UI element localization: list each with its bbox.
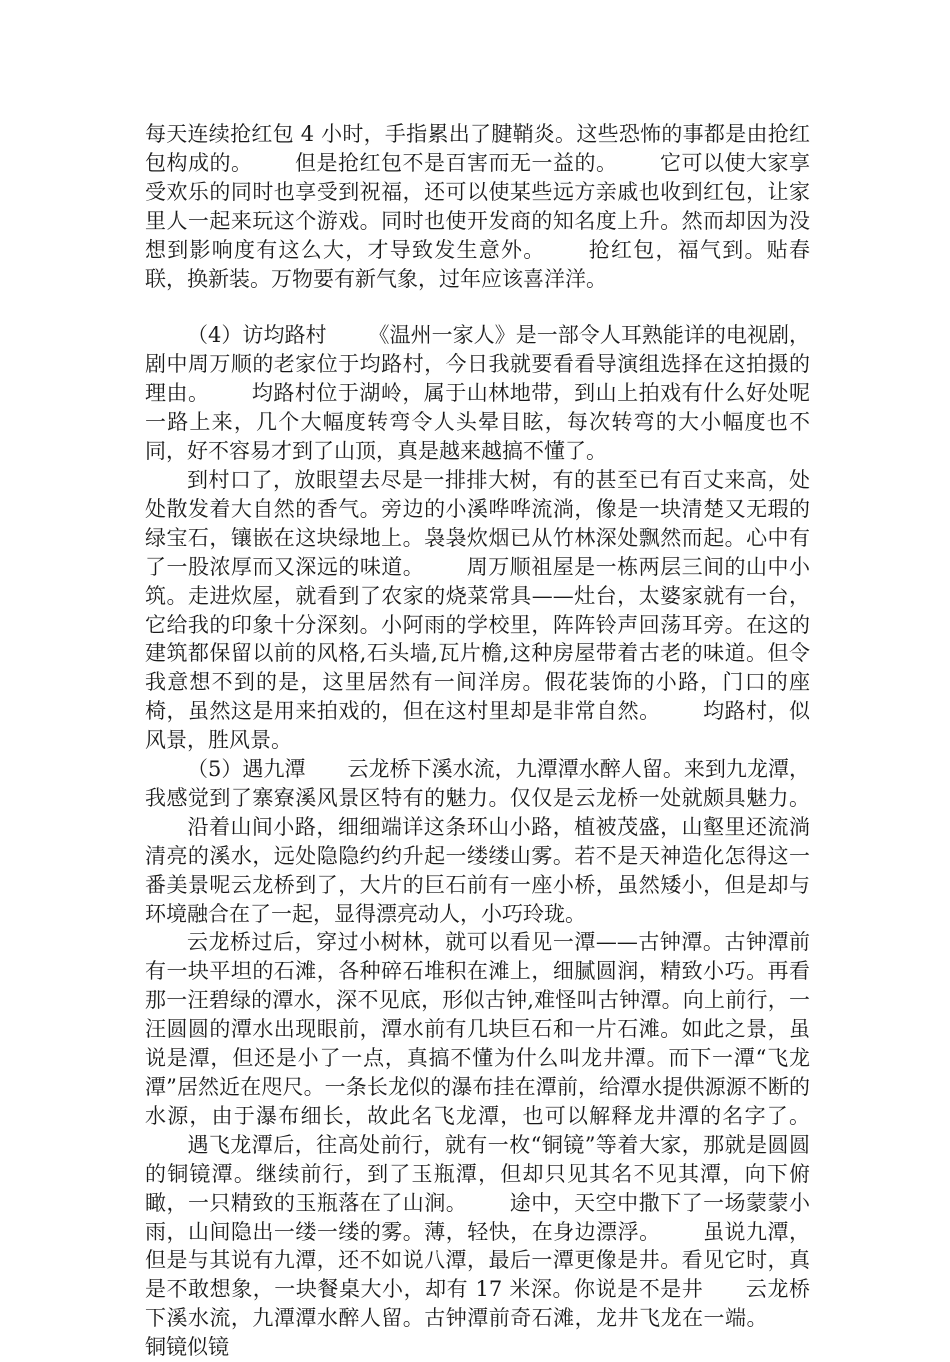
text-segment: 《温州一家人》是一部令人耳熟能详的电视剧，剧中周万顺的老家位于均路村，今日我就要看看导演组选择在这拍摄的理由。 (145, 323, 810, 406)
paragraph-village-entrance (145, 466, 810, 755)
text-segment: 均路村，似风景，胜风景。 (145, 699, 811, 753)
text-segment: 遇飞龙潭后，往高处前行，就有一枚“铜镜”等着大家，那就是圆圆的铜镜潭。继续前行，到了玉瓶潭，但却只见其名不见其潭，向下俯瞰，一只精致的玉瓶落在了山涧。 (145, 1132, 810, 1215)
paragraph-nine-pools (145, 755, 810, 928)
document-body (145, 120, 810, 1362)
paragraph-gap (145, 293, 810, 321)
text-segment: 抢红包，福气到。贴春联，换新装。万物要有新气象，过年应该喜洋洋。 (145, 237, 810, 291)
text-segment: 云龙桥下溪水流，九潭潭水醉人留。来到九龙潭，我感觉到了寨寮溪风景区特有的魅力。仅仅是云龙桥一处就颇具魅力。 (145, 757, 810, 810)
text-segment: 均路村位于湖岭，属于山林地带，到山上拍戏有什么好处呢一路上来，几个大幅度转弯令人头晕目眩，每次转弯的大小幅度也不同，好不容易才到了山顶，真是越来越搞不懂了。 (145, 381, 811, 464)
text-segment: 到村口了，放眼望去尽是一排排大树，有的甚至已有百丈来高，处处散发着大自然的香气。旁边的小溪哗哗流淌，像是一块清楚又无瑕的绿宝石，镶嵌在这块绿地上。袅袅炊烟已从竹林深处飘然而起。心中有了一股浓厚而又深远的味道。 (145, 467, 810, 579)
text-segment: 它可以使大家享受欢乐的同时也享受到祝福，还可以使某些远方亲戚也收到红包，让家里人一起来玩这个游戏。同时也使开发商的知名度上升。然而却因为没想到影响度有这么大，才导致发生意外。 (145, 150, 810, 262)
text-segment: 云龙桥下溪水流，九潭潭水醉人留。古钟潭前奇石滩，龙井飞龙在一端。 (145, 1277, 811, 1331)
paragraph-ancient-bell-pool (145, 928, 810, 1362)
text-segment: 云龙桥过后，穿过小树林，就可以看见一潭——古钟潭。古钟潭前有一块平坦的石滩，各种碎石堆积在滩上，细腻圆润，精致小巧。再看那一汪碧绿的潭水，深不见底，形似古钟,难怪叫古钟潭。向上前行，一汪圆圆的潭水出现眼前，潭水前有几块巨石和一片石滩。如此之景，虽说是潭，但还是小了一点，真搞不懂为什么叫龙井潭。而下一潭“飞龙潭”居然近在咫尺。一条长龙似的瀑布挂在潭前，给潭水提供源源不断的水源，由于瀑布细长，故此名飞龙潭，也可以解释龙井潭的名字了。 (145, 930, 810, 1128)
section-heading: （4）访均路村 (187, 323, 327, 348)
text-segment: 途中，天空中撒下了一场蒙蒙小雨，山间隐出一缕一缕的雾。薄，轻快，在身边漂浮。 (145, 1190, 811, 1244)
text-segment: 但是抢红包不是百害而无一益的。 (294, 150, 618, 175)
text-segment: 虽说九潭，但是与其说有九潭，还不如说八潭，最后一潭更像是井。看见它时，真是不敢想象，一块餐桌大小，却有 17 米深。你说是不是井 (145, 1219, 811, 1302)
text-segment: 每天连续抢红包 4 小时，手指累出了腱鞘炎。这些恐怖的事都是由抢红包构成的。 (145, 122, 810, 175)
paragraph-red-envelope (145, 120, 810, 293)
section-heading: （5）遇九潭 (187, 757, 306, 782)
paragraph-junlu-village (145, 321, 810, 466)
text-segment: 沿着山间小路，细细端详这条环山小路，植被茂盛，山壑里还流淌清亮的溪水，远处隐隐约约升起一缕缕山雾。若不是天神造化怎得这一番美景呢云龙桥到了，大片的巨石前有一座小桥，虽然矮小，但是却与环境融合在了一起，显得漂亮动人，小巧玲珑。 (145, 814, 810, 926)
text-segment: 铜镜似镜 (145, 1335, 229, 1360)
text-segment: 周万顺祖屋是一栋两层三间的山中小筑。走进炊屋，就看到了农家的烧菜常具——灶台，太婆家就有一台，它给我的印象十分深刻。小阿雨的学校里，阵阵铃声回荡耳旁。在这的建筑都保留以前的风格,石头墙,瓦片檐,这种房屋带着古老的味道。但令我意想不到的是，这里居然有一间洋房。假花装饰的小路，门口的座椅，虽然这是用来拍戏的，但在这村里却是非常自然。 (145, 554, 811, 724)
